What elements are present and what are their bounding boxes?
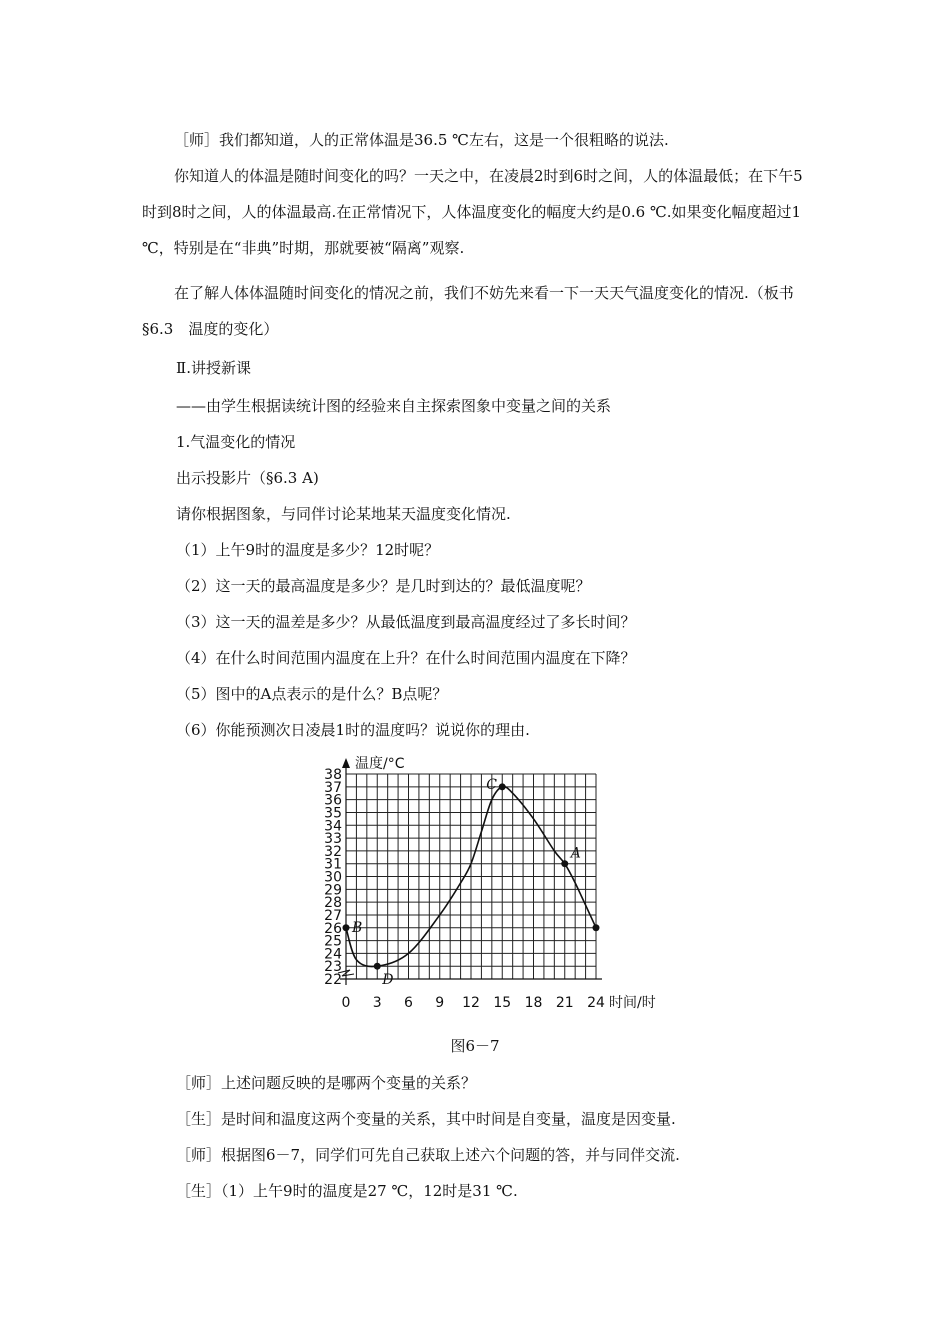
point-label: C	[486, 776, 497, 793]
y-tick-label: 22	[324, 972, 342, 988]
data-point	[499, 783, 506, 790]
y-tick-label: 34	[324, 818, 342, 835]
y-tick-label: 28	[324, 895, 342, 912]
y-tick-label: 23	[324, 959, 342, 976]
figure-caption: 图6－7	[450, 1037, 500, 1055]
question-5: （5）图中的A点表示的是什么？B点呢？	[176, 685, 448, 703]
teacher-line-1: ［师］上述问题反映的是哪两个变量的关系？	[176, 1074, 477, 1092]
y-tick-label: 32	[324, 843, 342, 860]
x-axis-title: 时间/时	[609, 995, 656, 1011]
question-2: （2）这一天的最高温度是多少？是几时到达的？最低温度呢？	[176, 577, 591, 595]
x-tick-label: 3	[372, 995, 382, 1011]
y-tick-label: 35	[324, 805, 342, 822]
question-3: （3）这一天的温差是多少？从最低温度到最高温度经过了多长时间？	[176, 613, 636, 631]
y-tick-label: 29	[324, 882, 342, 899]
item-heading: 1.气温变化的情况	[176, 433, 296, 451]
discussion-prompt: 请你根据图象，与同伴讨论某地某天温度变化情况.	[176, 505, 511, 523]
y-tick-label: 33	[324, 831, 342, 848]
paragraph-2: 你知道人的体温是随时间变化的吗？一天之中，在凌晨2时到6时之间，人的体温最低；在下午5时到8时之间，人的体温最高.在正常情况下，人体温度变化的幅度大约是0.6 ℃.如果变化幅度超过1 ℃，特别是在“非典”时期，那就要被“隔离”观察.	[142, 167, 803, 257]
y-tick-label: 25	[324, 933, 342, 950]
y-tick-label: 31	[324, 856, 342, 873]
slide-note: 出示投影片（§6.3 A)	[176, 469, 319, 487]
x-tick-label: 15	[493, 995, 512, 1011]
section-heading: Ⅱ.讲授新课	[176, 359, 251, 377]
student-line-2: ［生］（1）上午9时的温度是27 ℃，12时是31 ℃.	[176, 1182, 518, 1200]
data-point	[593, 924, 600, 931]
data-point	[561, 860, 568, 867]
x-tick-label: 21	[555, 995, 574, 1011]
y-tick-label: 26	[324, 920, 342, 937]
student-line-1: ［生］是时间和温度这两个变量的关系，其中时间是自变量，温度是因变量.	[176, 1110, 676, 1128]
paragraph-3: 在了解人体体温随时间变化的情况之前，我们不妨先来看一下一天天气温度变化的情况.（板书§6.3 温度的变化）	[142, 284, 794, 338]
question-4: （4）在什么时间范围内温度在上升？在什么时间范围内温度在下降？	[176, 649, 636, 667]
teacher-line-2: ［师］根据图6－7，同学们可先自己获取上述六个问题的答，并与同伴交流.	[176, 1146, 680, 1164]
question-6: （6）你能预测次日凌晨1时的温度吗？说说你的理由.	[176, 721, 530, 739]
x-tick-label: 0	[341, 995, 351, 1011]
x-tick-label: 9	[435, 995, 445, 1011]
section-subtitle: ——由学生根据读统计图的经验来自主探索图象中变量之间的关系	[176, 397, 612, 415]
point-label: A	[570, 845, 581, 862]
y-tick-label: 30	[324, 869, 342, 886]
y-axis-title: 温度/°C	[355, 756, 405, 772]
point-label: D	[382, 972, 394, 989]
y-tick-label: 37	[324, 779, 342, 796]
y-axis-arrow-icon	[342, 758, 350, 768]
question-1: （1）上午9时的温度是多少？12时呢？	[176, 541, 440, 559]
point-label: B	[352, 919, 363, 936]
x-tick-label: 12	[462, 995, 480, 1011]
x-tick-label: 18	[524, 995, 543, 1011]
paragraph-1: ［师］我们都知道，人的正常体温是36.5 ℃左右，这是一个很粗略的说法.	[174, 131, 669, 149]
y-tick-label: 38	[324, 767, 342, 783]
x-tick-label: 24	[587, 995, 605, 1011]
data-point	[343, 924, 350, 931]
y-tick-label: 24	[324, 946, 342, 963]
y-tick-label: 27	[324, 907, 342, 924]
y-tick-label: 36	[324, 792, 342, 809]
data-point	[374, 963, 381, 970]
x-tick-label: 6	[404, 995, 413, 1011]
